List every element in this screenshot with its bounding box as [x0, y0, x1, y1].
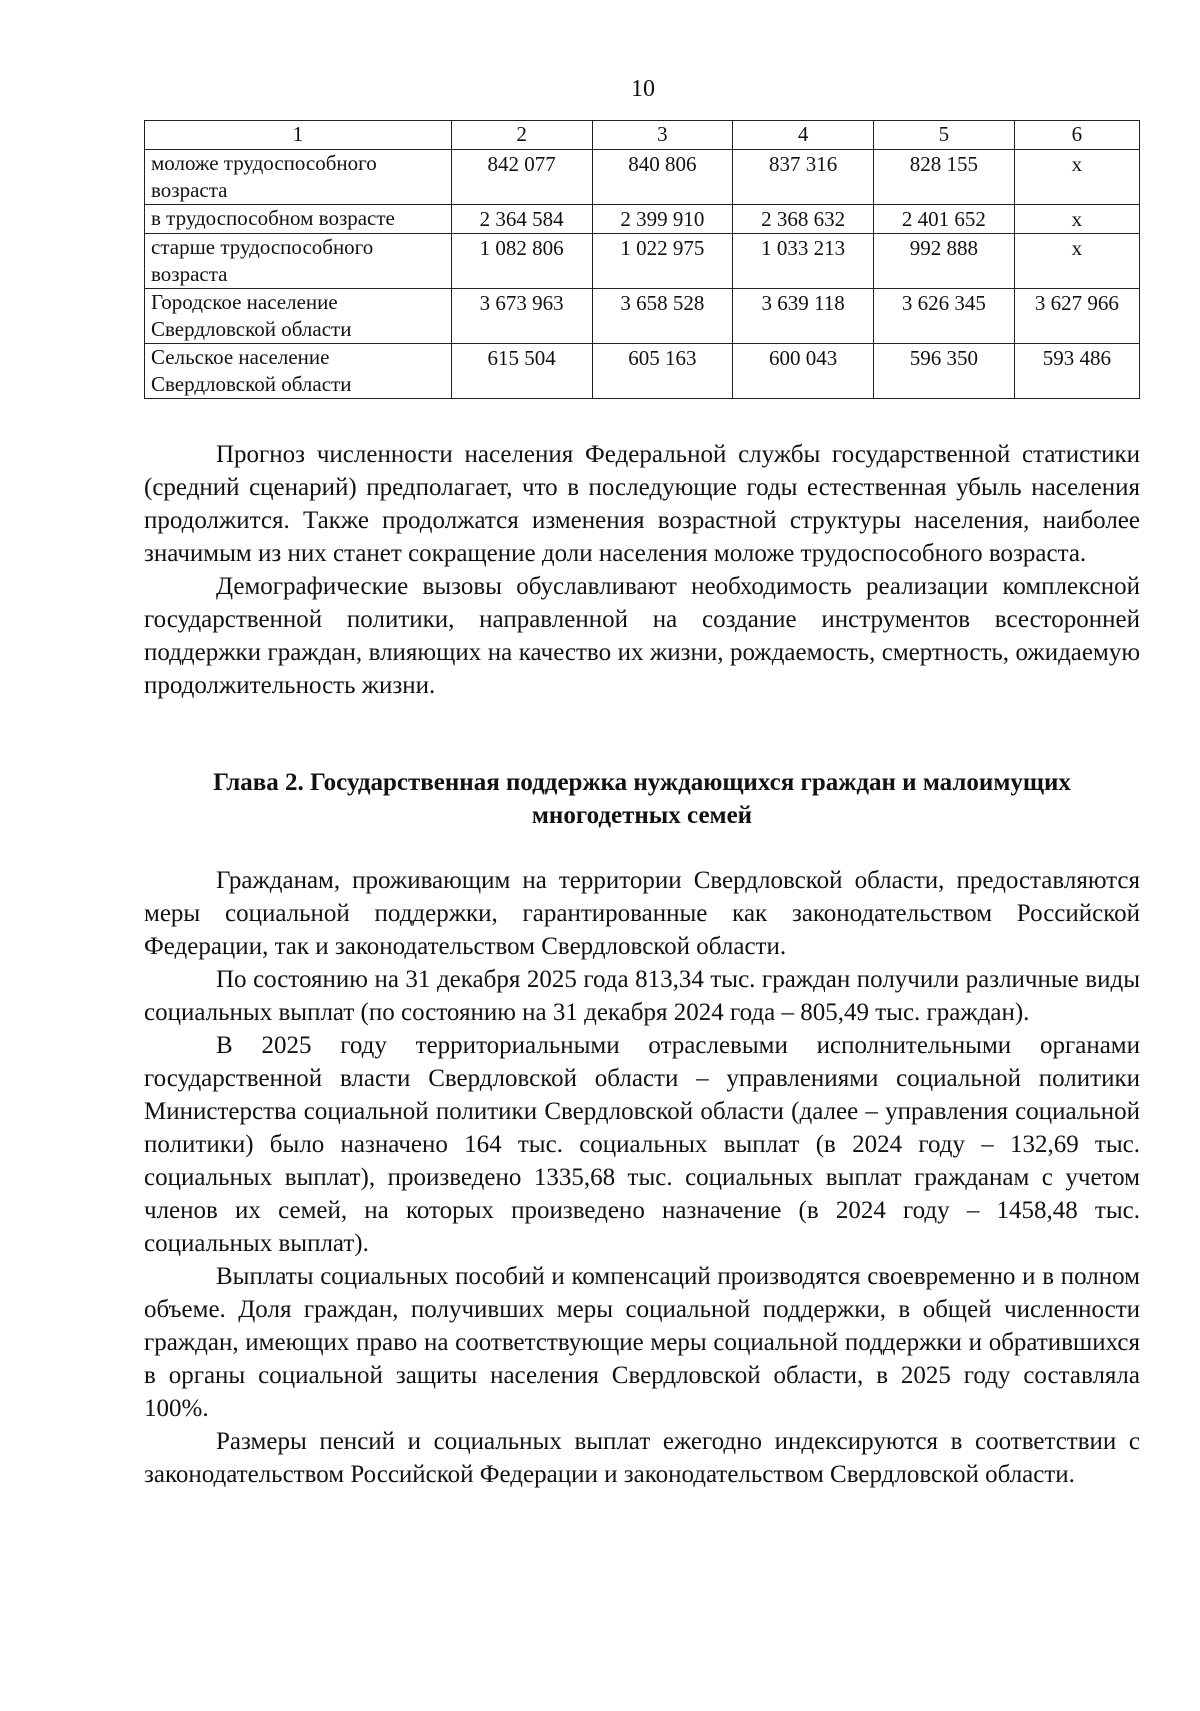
- paragraph: В 2025 году территориальными отраслевыми исполнительными органами государственной власти Свердловской области – управлениями социальной политики Министерства социальной политики Свердловской области (далее – управления социальной политики) было назначено 164 тыс. социальных выплат (в 2024 году – 132,69 тыс. социальных выплат), произведено 1335,68 тыс. социальных выплат гражданам с учетом членов их семей, на которых произведено назначение (в 2024 году – 1458,48 тыс. социальных выплат).: [144, 1032, 1140, 1257]
- table-cell: 600 043: [733, 344, 874, 399]
- table-cell: 840 806: [592, 150, 733, 205]
- row-label: Сельское население Свердловской области: [145, 344, 452, 399]
- table-cell: 1 082 806: [451, 234, 592, 289]
- table-cell: 3 626 345: [874, 289, 1015, 344]
- table-cell: 3 627 966: [1014, 289, 1139, 344]
- table-header-cell: 3: [592, 121, 733, 150]
- table-header-cell: 4: [733, 121, 874, 150]
- chapter-text: [144, 864, 1140, 1491]
- table-cell: 3 673 963: [451, 289, 592, 344]
- page-number: 10: [631, 76, 655, 102]
- row-label: моложе трудоспособного возраста: [145, 150, 452, 205]
- table-row: [145, 289, 1140, 344]
- table-cell: 842 077: [451, 150, 592, 205]
- intro-text: [144, 438, 1140, 702]
- table-cell: 596 350: [874, 344, 1015, 399]
- paragraph: Выплаты социальных пособий и компенсаций производятся своевременно и в полном объеме. Доля граждан, получивших меры социальной поддержки, в общей численности граждан, имеющих право на соответствующие меры социальной поддержки и обратившихся в органы социальной защиты населения Свердловской области, в 2025 году составляла 100%.: [144, 1263, 1140, 1422]
- table-header-cell: 1: [145, 121, 452, 150]
- table-cell: 2 399 910: [592, 205, 733, 234]
- table-header-cell: 5: [874, 121, 1015, 150]
- paragraph: Гражданам, проживающим на территории Свердловской области, предоставляются меры социальной поддержки, гарантированные как законодательством Российской Федерации, так и законодательством Свердловской области.: [144, 867, 1140, 960]
- table-row: [145, 150, 1140, 205]
- table-cell: 837 316: [733, 150, 874, 205]
- table-cell: 1 022 975: [592, 234, 733, 289]
- paragraph: Прогноз численности населения Федеральной службы государственной статистики (средний сценарий) предполагает, что в последующие годы естественная убыль населения продолжится. Также продолжатся изменения возрастной структуры населения, наиболее значимым из них станет сокращение доли населения моложе трудоспособного возраста.: [144, 441, 1140, 567]
- paragraph: Демографические вызовы обуславливают необходимость реализации комплексной государственной политики, направленной на создание инструментов всесторонней поддержки граждан, влияющих на качество их жизни, рождаемость, смертность, ожидаемую продолжительность жизни.: [144, 573, 1140, 699]
- table-cell: 828 155: [874, 150, 1015, 205]
- population-table: [144, 120, 1140, 399]
- table-cell: 593 486: [1014, 344, 1139, 399]
- chapter-heading-line: Глава 2. Государственная поддержка нуждающихся граждан и малоимущих: [213, 769, 1071, 796]
- paragraph: Размеры пенсий и социальных выплат ежегодно индексируются в соответствии с законодательством Российской Федерации и законодательством Свердловской области.: [144, 1428, 1140, 1488]
- table-cell: 605 163: [592, 344, 733, 399]
- table-cell: x: [1014, 205, 1139, 234]
- table-cell: 2 364 584: [451, 205, 592, 234]
- table-header-cell: 6: [1014, 121, 1139, 150]
- table-row: [145, 234, 1140, 289]
- table-header-row: [145, 121, 1140, 150]
- row-label: старше трудоспособного возраста: [145, 234, 452, 289]
- chapter-heading-line: многодетных семей: [531, 802, 753, 829]
- table-cell: 992 888: [874, 234, 1015, 289]
- table-cell: x: [1014, 234, 1139, 289]
- table-cell: 2 368 632: [733, 205, 874, 234]
- chapter-heading: [144, 766, 1140, 832]
- paragraph: По состоянию на 31 декабря 2025 года 813,34 тыс. граждан получили различные виды социальных выплат (по состоянию на 31 декабря 2024 года – 805,49 тыс. граждан).: [144, 966, 1140, 1026]
- row-label: в трудоспособном возрасте: [145, 205, 452, 234]
- table-header-cell: 2: [451, 121, 592, 150]
- row-label: Городское население Свердловской области: [145, 289, 452, 344]
- table-cell: 2 401 652: [874, 205, 1015, 234]
- table-cell: 3 639 118: [733, 289, 874, 344]
- table-cell: 3 658 528: [592, 289, 733, 344]
- table-row: [145, 205, 1140, 234]
- table-cell: x: [1014, 150, 1139, 205]
- table-cell: 615 504: [451, 344, 592, 399]
- table-cell: 1 033 213: [733, 234, 874, 289]
- table-row: [145, 344, 1140, 399]
